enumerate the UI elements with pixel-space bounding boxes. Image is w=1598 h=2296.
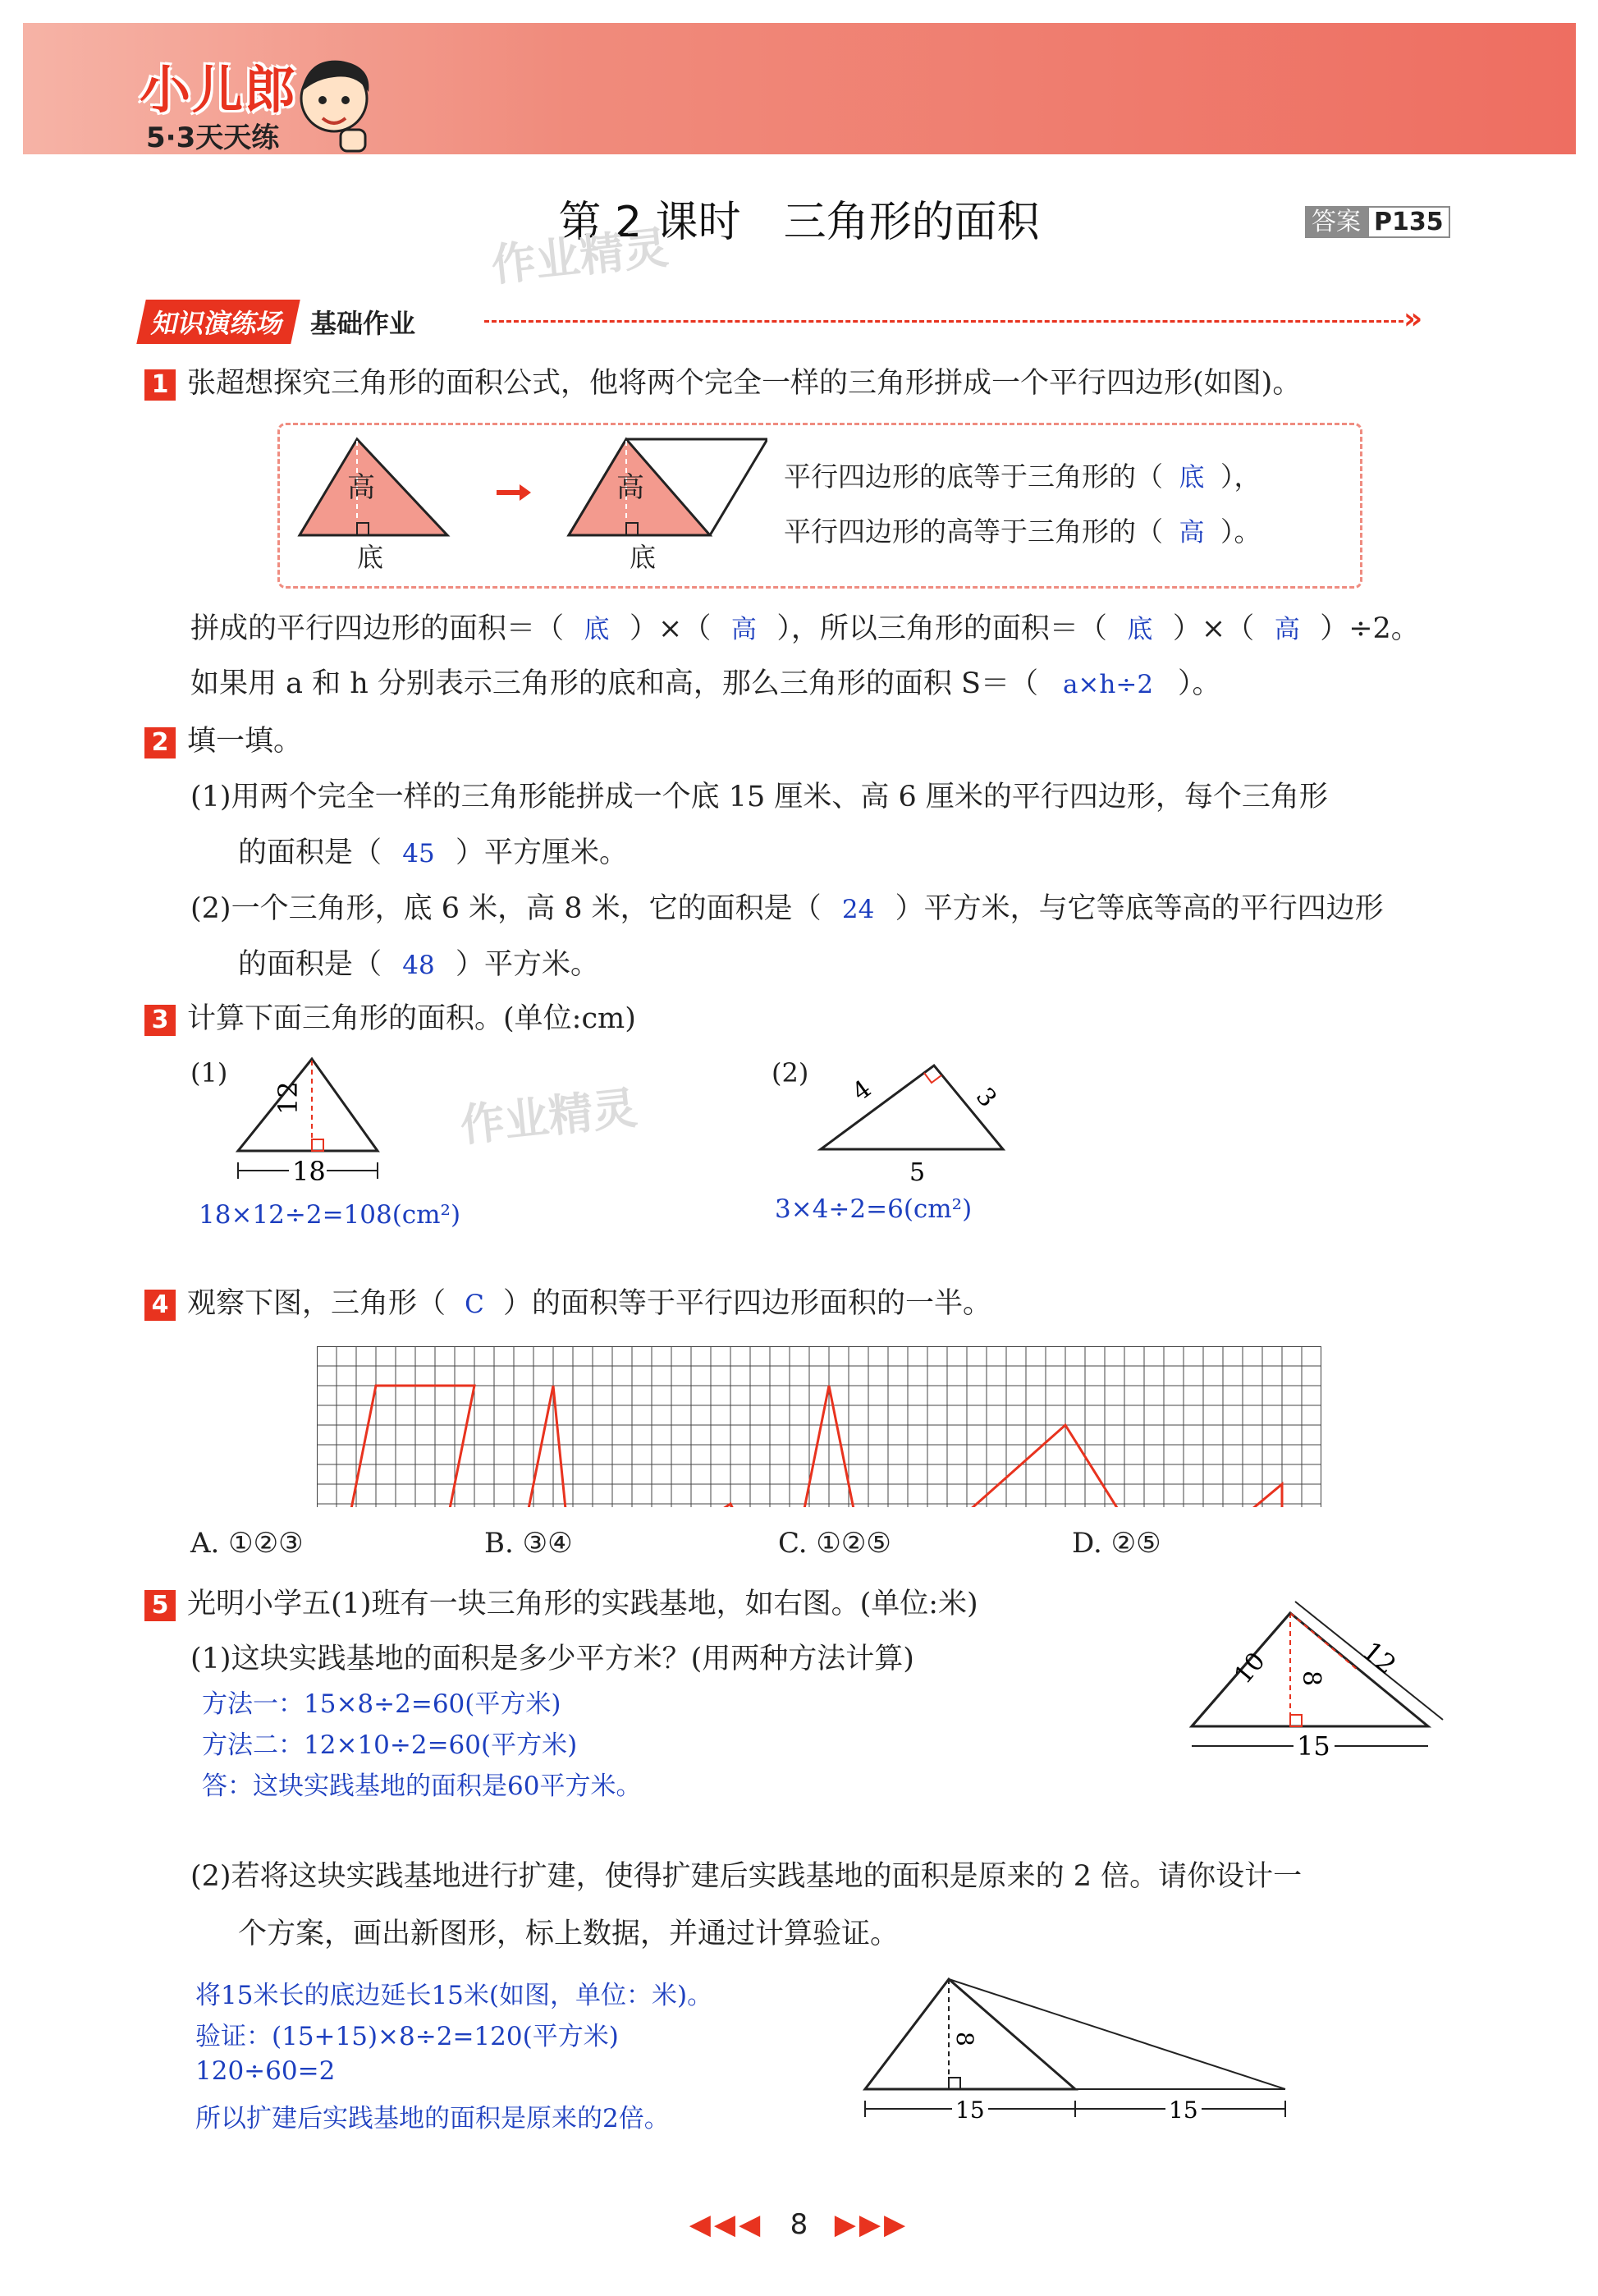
q1-box-line2 [784,511,1261,549]
q5-text: 光明小学五(1)班有一块三角形的实践基地，如右图。(单位:米) [187,1588,978,1620]
q3-label-1: (1) [190,1057,228,1088]
q1-stem [144,366,1301,401]
section-tag: 知识演练场 [136,300,300,344]
text: 的面积是（ [238,836,382,869]
q2-text: 填一填。 [187,725,303,758]
section-divider [484,320,1403,323]
answer-blank: 48 [402,951,435,980]
q2-number: 2 [144,727,176,758]
q4-option-d[interactable]: D. ②⑤ [1072,1527,1161,1560]
q5-number: 5 [144,1590,176,1621]
q3-text: 计算下面三角形的面积。(单位:cm) [187,1002,636,1035]
text: ）÷2。 [1320,612,1420,645]
q3-answer-2: 3×4÷2=6(cm²) [775,1194,973,1224]
answer-tag-page: P135 [1367,206,1450,238]
side-label: 12 [1356,1635,1403,1681]
page-footer [0,2208,1598,2241]
watermark: 作业精灵 [457,1081,640,1153]
base-label: 5 [909,1158,926,1187]
q1-box-line1 [784,456,1261,494]
q3-answer-1: 18×12÷2=108(cm²) [199,1200,461,1230]
q3-number: 3 [144,1005,176,1036]
text: 拼成的平行四边形的面积＝（ [190,612,565,645]
q2-stem [144,724,302,758]
extension-label: 15 [1169,2097,1198,2124]
arrow-right-icon [520,484,531,501]
q3-stem [144,1001,636,1036]
q4-number: 4 [144,1290,176,1321]
answer-blank: 高 [1179,518,1205,548]
fig-height-label: 高 [347,471,375,504]
text: ）平方厘米。 [456,836,629,869]
q5-solution-1: 将15米长的底边延长15米(如图，单位：米)。 [195,1981,713,2010]
q5-method1: 方法一：15×8÷2=60(平方米) [202,1689,561,1719]
watermark: 作业精灵 [488,221,671,292]
base-label: 15 [955,2097,985,2124]
q4-stem [144,1286,991,1321]
text: 观察下图，三角形（ [187,1287,446,1320]
q2-p2b [238,947,599,982]
q4-option-b[interactable]: B. ③④ [484,1527,573,1560]
page-number: 8 [790,2208,808,2241]
text: 平行四边形的底等于三角形的（ [784,461,1163,493]
q1-line3 [190,612,1420,646]
triangle-1 [514,1386,573,1507]
text: ）×（ [1172,612,1255,645]
page-title: 第 2 课时 三角形的面积 [558,198,1040,247]
text: ）×（ [630,612,712,645]
q4-grid-figure [317,1346,1321,1507]
parallelogram-shape [337,1386,474,1507]
height-label: 8 [951,2032,978,2046]
text: ）的面积等于平行四边形面积的一半。 [503,1287,992,1320]
q1-number: 1 [144,369,176,401]
q5-solution-2: 验证：(15+15)×8÷2=120(平方米) [195,2022,619,2051]
q5-solution-3: 120÷60=2 [195,2056,336,2086]
text: ）。 [1220,516,1261,548]
q5-part2a: (2)若将这块实践基地进行扩建，使得扩建后实践基地的面积是原来的 2 倍。请你设计一 [190,1860,1303,1893]
chevron-right-icon: » [1403,302,1423,336]
series-name: 5·3天天练 [146,121,280,154]
fig-base-label: 底 [357,542,384,573]
text: ），所以三角形的面积＝（ [776,612,1107,645]
text: (2)一个三角形，底 6 米，高 8 米，它的面积是（ [190,892,822,925]
text: 平行四边形的高等于三角形的（ [784,516,1163,548]
fig-height-label: 高 [616,471,644,504]
answer-blank: C [465,1290,484,1319]
height-label: 8 [1297,1670,1326,1687]
q5-figure-1 [1182,1588,1461,1769]
q5-figure-2 [854,1966,1297,2130]
q5-answer: 答：这块实践基地的面积是60平方米。 [202,1771,642,1801]
q3-label-2: (2) [772,1057,809,1088]
q5-part1: (1)这块实践基地的面积是多少平方米？(用两种方法计算) [190,1643,914,1675]
q5-method2: 方法二：12×10÷2=60(平方米) [202,1730,578,1760]
prev-arrows-icon: ◀◀◀ [689,2208,764,2241]
q5-stem [144,1587,978,1621]
q2-p1a: (1)用两个完全一样的三角形能拼成一个底 15 厘米、高 6 厘米的平行四边形，每个三角形 [190,781,1328,813]
side-label: 3 [969,1082,1002,1113]
answer-blank: 24 [841,895,875,924]
answer-blank: 底 [1179,463,1205,493]
q1-line4 [190,667,1221,701]
q2-p2a [190,891,1384,926]
text: ）。 [1178,667,1221,700]
fig-base-label: 底 [630,542,657,573]
brand-logo: 小儿郎 [140,60,298,120]
answer-blank: 底 [1127,615,1153,644]
section-name: 基础作业 [310,308,416,339]
mascot-icon [291,51,382,154]
answer-blank: 高 [730,615,757,644]
answer-blank: 高 [1274,615,1300,644]
side-label: 4 [847,1074,877,1107]
q4-option-c[interactable]: C. ①②⑤ [778,1527,891,1560]
text: ）平方米。 [456,948,600,981]
q3-figure-1 [230,1051,394,1190]
answer-blank: 底 [584,615,610,644]
height-label: 12 [272,1081,304,1115]
text: 的面积是（ [238,948,382,981]
q1-figure [291,431,767,579]
answer-blank: a×h÷2 [1062,670,1154,699]
text: ）， [1220,461,1261,493]
text: ）平方米，与它等底等高的平行四边形 [895,892,1384,925]
text: 如果用 a 和 h 分别表示三角形的底和高，那么三角形的面积 S＝（ [190,667,1039,700]
q1-text: 张超想探究三角形的面积公式，他将两个完全一样的三角形拼成一个平行四边形(如图)。 [187,367,1302,400]
q3-figure-2 [813,1051,1018,1190]
q4-option-a[interactable]: A. ①②③ [190,1527,304,1560]
base-label: 15 [1297,1730,1330,1762]
side-label: 10 [1229,1647,1271,1690]
q5-solution-4: 所以扩建后实践基地的面积是原来的2倍。 [195,2104,670,2133]
q5-part2b: 个方案，画出新图形，标上数据，并通过计算验证。 [238,1918,900,1950]
answer-tag [1305,201,1450,237]
section-header [141,300,415,339]
q2-p1b [238,836,628,870]
base-label: 18 [292,1156,326,1187]
answer-blank: 45 [402,839,435,868]
answer-tag-label: 答案 [1305,206,1367,238]
next-arrows-icon: ▶▶▶ [834,2208,909,2241]
